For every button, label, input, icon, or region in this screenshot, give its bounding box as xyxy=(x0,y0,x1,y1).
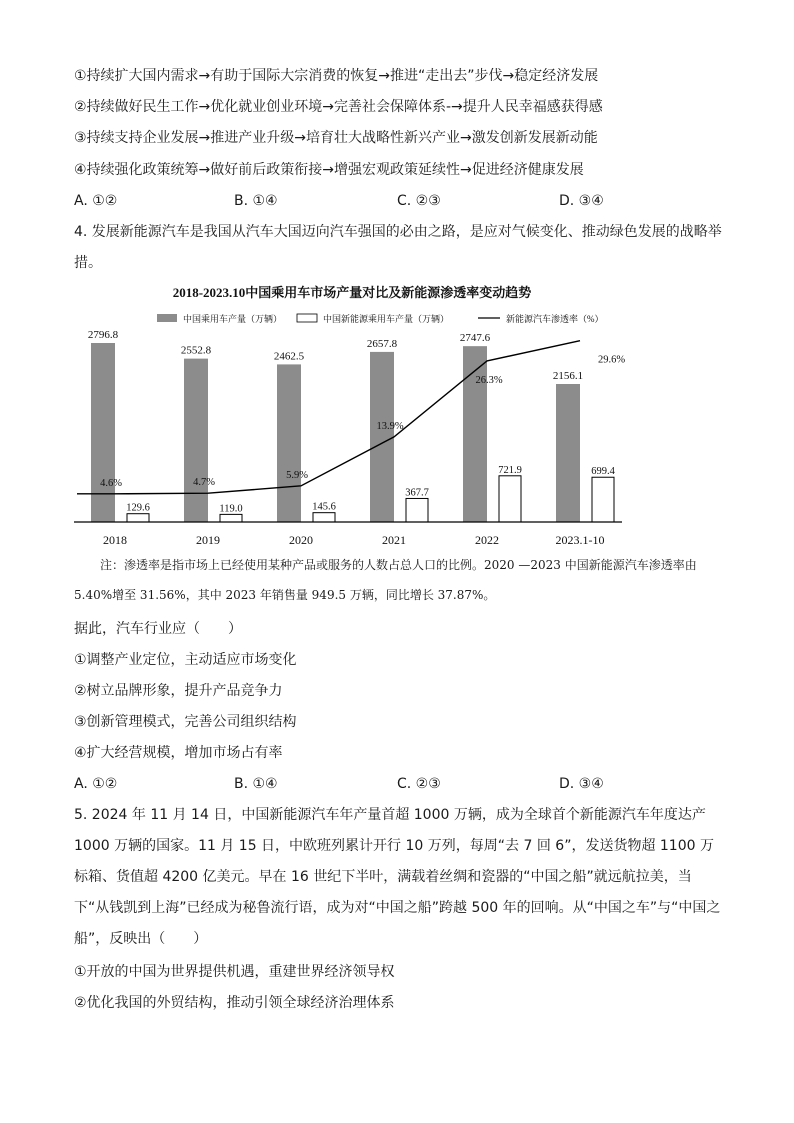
bar-nev-4 xyxy=(499,476,521,522)
q3-option-2: ②持续做好民生工作→优化就业创业环境→完善社会保障体系-→提升人民幸福感获得感 xyxy=(74,99,603,115)
label-nev-2: 145.6 xyxy=(312,501,336,513)
label-rate-0: 4.6% xyxy=(100,477,122,489)
x-tick-1: 2019 xyxy=(196,533,220,547)
label-nev-3: 367.7 xyxy=(405,487,429,499)
label-rate-5: 29.6% xyxy=(598,354,626,366)
q4-option-2: ②树立品牌形象，提升产品竞争力 xyxy=(74,683,283,699)
q5-option-2: ②优化我国的外贸结构，推动引领全球经济治理体系 xyxy=(74,995,395,1011)
bar-nev-5 xyxy=(592,477,614,522)
legend-swatch-total xyxy=(157,314,177,322)
bar-nev-1 xyxy=(220,514,242,522)
x-tick-0: 2018 xyxy=(103,533,127,547)
legend-label-total: 中国乘用车产量（万辆） xyxy=(183,314,283,324)
label-total-4: 2747.6 xyxy=(459,332,491,345)
q5-option-1: ①开放的中国为世界提供机遇，重建世界经济领导权 xyxy=(74,964,395,980)
bar-total-0 xyxy=(91,343,115,522)
q3-option-1: ①持续扩大国内需求→有助于国际大宗消费的恢复→推进“走出去”步伐→稳定经济发展 xyxy=(74,68,599,84)
bar-nev-2 xyxy=(313,513,335,522)
x-tick-5: 2023.1-10 xyxy=(555,533,605,547)
q4-choice-d: D. ③④ xyxy=(559,776,604,792)
legend-swatch-nev xyxy=(297,314,317,322)
label-rate-3: 13.9% xyxy=(376,420,404,432)
label-total-3: 2657.8 xyxy=(366,337,398,350)
x-tick-3: 2021 xyxy=(382,533,406,547)
q4-option-1: ①调整产业定位，主动适应市场变化 xyxy=(74,652,297,668)
legend-label-rate: 新能源汽车渗透率（%） xyxy=(506,314,604,324)
label-total-1: 2552.8 xyxy=(180,344,212,357)
q4-question: 据此，汽车行业应（ ） xyxy=(74,621,242,637)
chart xyxy=(60,280,660,555)
label-total-5: 2156.1 xyxy=(552,370,584,383)
chart-legend xyxy=(157,313,604,324)
q4-option-3: ③创新管理模式，完善公司组织结构 xyxy=(74,714,297,730)
label-rate-1: 4.7% xyxy=(193,477,215,489)
q3-option-4: ④持续强化政策统筹→做好前后政策衔接→增强宏观政策延续性→促进经济健康发展 xyxy=(74,162,584,178)
label-rate-4: 26.3% xyxy=(475,374,503,386)
label-total-2: 2462.5 xyxy=(273,350,305,363)
q5-stem: 5. 2024 年 11 月 14 日，中国新能源汽车年产量首超 1000 万辆，成为全球首个新能源汽车年度达产 1000 万辆的国家。11 月 15 日，中欧班列累计开行 10 万列，每周“去 7 回 6”，发送货物超 1100 万标箱、货值超 4200 亿美元。早在 16 世纪下半叶，满载着丝绸和瓷器的“中国之船”就远航拉美，当下“从钱凯到上海”已经成为秘鲁流行语，成为对“中国之船”跨越 500 年的回响。从“中国之车”与“中国之船”，反映出（ ） xyxy=(74,807,721,947)
bar-total-1 xyxy=(184,359,208,522)
q3-option-3: ③持续支持企业发展→推进产业升级→培育壮大战略性新兴产业→激发创新发展新动能 xyxy=(74,130,598,146)
label-nev-0: 129.6 xyxy=(126,502,150,514)
q4-stem: 4. 发展新能源汽车是我国从汽车大国迈向汽车强国的必由之路，是应对气候变化、推动绿色发展的战略举措。 xyxy=(74,224,722,271)
label-rate-2: 5.9% xyxy=(286,469,308,481)
bar-total-3 xyxy=(370,352,394,522)
q3-choice-b: B. ①④ xyxy=(234,193,278,209)
q4-choice-a: A. ①② xyxy=(74,776,118,792)
chart-note: 注：渗透率是指市场上已经使用某种产品或服务的人数占总人口的比例。2020 —2023 中国新能源汽车渗透率由 5.40%增至 31.56%，其中 2023 年销售量 949.5 万辆，同比增长 37.87%。 xyxy=(74,558,697,602)
legend-label-nev: 中国新能源乘用车产量（万辆） xyxy=(323,314,450,324)
bar-total-5 xyxy=(556,384,580,522)
q3-choice-c: C. ②③ xyxy=(397,193,441,209)
bar-nev-3 xyxy=(406,498,428,522)
x-tick-2: 2020 xyxy=(289,533,313,547)
bar-total-4 xyxy=(463,346,487,522)
label-nev-4: 721.9 xyxy=(498,464,522,476)
label-nev-1: 119.0 xyxy=(219,503,243,515)
q3-choice-d: D. ③④ xyxy=(559,193,604,209)
bar-nev-0 xyxy=(127,514,149,522)
x-tick-4: 2022 xyxy=(475,533,499,547)
q4-option-4: ④扩大经营规模，增加市场占有率 xyxy=(74,745,283,761)
label-nev-5: 699.4 xyxy=(591,466,615,478)
q3-choice-a: A. ①② xyxy=(74,193,118,209)
q4-choice-c: C. ②③ xyxy=(397,776,441,792)
bar-total-2 xyxy=(277,364,301,522)
chart-title: 2018-2023.10中国乘用车市场产量对比及新能源渗透率变动趋势 xyxy=(172,285,532,300)
q4-choice-b: B. ①④ xyxy=(234,776,278,792)
label-total-0: 2796.8 xyxy=(87,329,119,342)
